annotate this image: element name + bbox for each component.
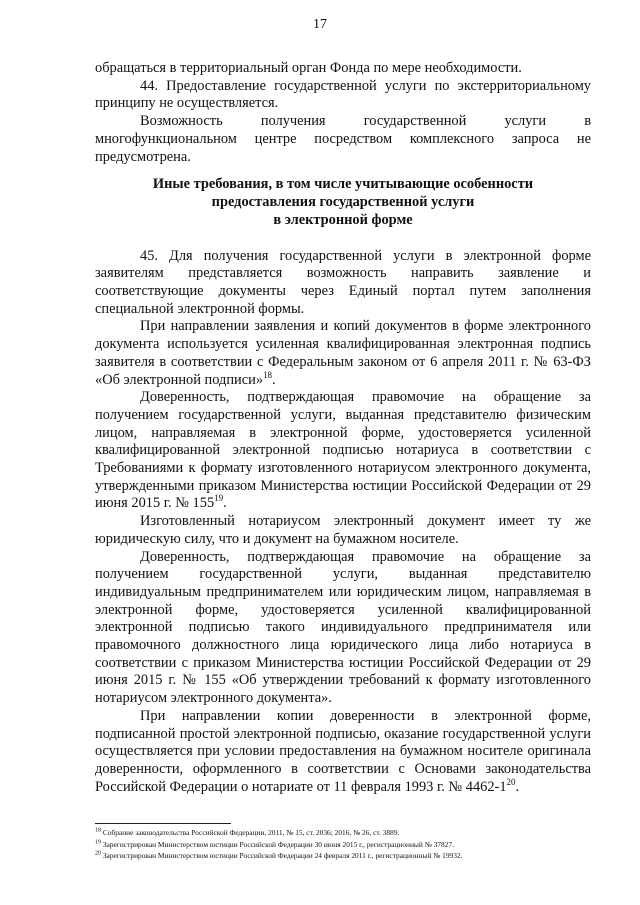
paragraph-signature-end: . bbox=[272, 371, 276, 388]
footnote-ref-19: 19 bbox=[214, 493, 224, 504]
paragraph-power-of-attorney-individual bbox=[95, 389, 591, 513]
section-heading-line-3: в электронной форме bbox=[273, 211, 413, 228]
footnote-text: Собрание законодательства Российской Федерации, 2011, № 15, ст. 2036; 2016, № 26, ст. 3889. bbox=[101, 828, 400, 837]
document-body bbox=[95, 60, 591, 796]
footnote-number: 18 bbox=[95, 827, 101, 834]
paragraph-poa1-end: . bbox=[223, 495, 227, 512]
paragraph-copy-end: . bbox=[515, 778, 520, 795]
paragraph-mfc: Возможность получения государственной услуги в многофункциональном центре посредством комплексного запроса не предусмотрена. bbox=[95, 113, 591, 165]
paragraph-notary-document: Изготовленный нотариусом электронный документ имеет ту же юридическую силу, что и документ на бумажном носителе. bbox=[95, 513, 591, 547]
footnote-20 bbox=[95, 850, 591, 862]
footnote-divider bbox=[95, 823, 231, 824]
paragraph-poa1-text: Доверенность, подтверждающая правомочие на обращение за получением государственной услуги, выданная представителю физическим лицом, направляемая в электронной форме, удостоверяется усиленной квалифицированной электронной подписью нотариуса в соответствии с Требованиями к формату изготовленного нотариусом электронного документа, утвержденными приказом Министерства юстиции Российской Федерации от 29 июня 2015 г. № 155 bbox=[95, 389, 591, 512]
paragraph-power-of-attorney-legal: Доверенность, подтверждающая правомочие на обращение за получением государственной услуги, выданная представителю индивидуальным предпринимателем или юридическим лицом, направляемая в электронной форме, удостоверяется усиленной квалифицированной электронной подписью такого индивидуального предпринимателя или правомочного должностного лица юридического лица либо нотариуса в соответствии с приказом Министерства юстиции Российской Федерации от 29 июня 2015 г. № 155 «Об утверждении требований к формату изготовленного нотариусом электронного документа». bbox=[95, 548, 591, 707]
footnote-number: 20 bbox=[95, 850, 101, 857]
paragraph-44: 44. Предоставление государственной услуги по экстерриториальному принципу не осуществляется. bbox=[95, 77, 591, 112]
section-heading-line-2: предоставления государственной услуги bbox=[211, 194, 475, 211]
footnote-18 bbox=[95, 827, 591, 839]
section-heading bbox=[95, 176, 591, 229]
paragraph-signature-text: При направлении заявления и копий документов в форме электронного документа используется усиленная квалифицированная электронная подпись заявителя в соответствии с Федеральным законом от 6 апреля 2011 г. № 63-ФЗ «Об электронной подписи» bbox=[95, 318, 591, 388]
footnote-text: Зарегистрирован Министерством юстиции Российской Федерации 24 февраля 2011 г., регистрационный № 19932. bbox=[101, 851, 463, 861]
paragraph-copy-of-poa bbox=[95, 708, 591, 797]
footnotes bbox=[95, 827, 591, 862]
footnote-text: Зарегистрирован Министерством юстиции Российской Федерации 30 июня 2015 г., регистрационный № 37827. bbox=[101, 839, 454, 849]
footnote-ref-20: 20 bbox=[506, 776, 516, 787]
footnote-number: 19 bbox=[95, 839, 101, 846]
paragraph-signature bbox=[95, 318, 591, 389]
paragraph-copy-text: При направлении копии доверенности в электронной форме, подписанной простой электронной подписью, оказание государственной услуги осуществляется при условии предоставления на бумажном носителе оригинала доверенности, оформленного в соответствии с Основами законодательства Российской Федерации о нотариате от 11 февраля 1993 г. № 4462-1 bbox=[95, 707, 591, 795]
footnote-ref-18: 18 bbox=[263, 369, 273, 380]
footnote-19 bbox=[95, 839, 591, 851]
paragraph-continuation: обращаться в территориальный орган Фонда по мере необходимости. bbox=[95, 60, 522, 76]
section-heading-line-1: Иные требования, в том числе учитывающие особенности bbox=[152, 176, 534, 193]
paragraph-45: 45. Для получения государственной услуги в электронной форме заявителям представляется возможность направить заявление и соответствующие документы через Единый портал путем заполнения специальной электронной формы. bbox=[95, 247, 591, 317]
page-number: 17 bbox=[313, 17, 327, 32]
